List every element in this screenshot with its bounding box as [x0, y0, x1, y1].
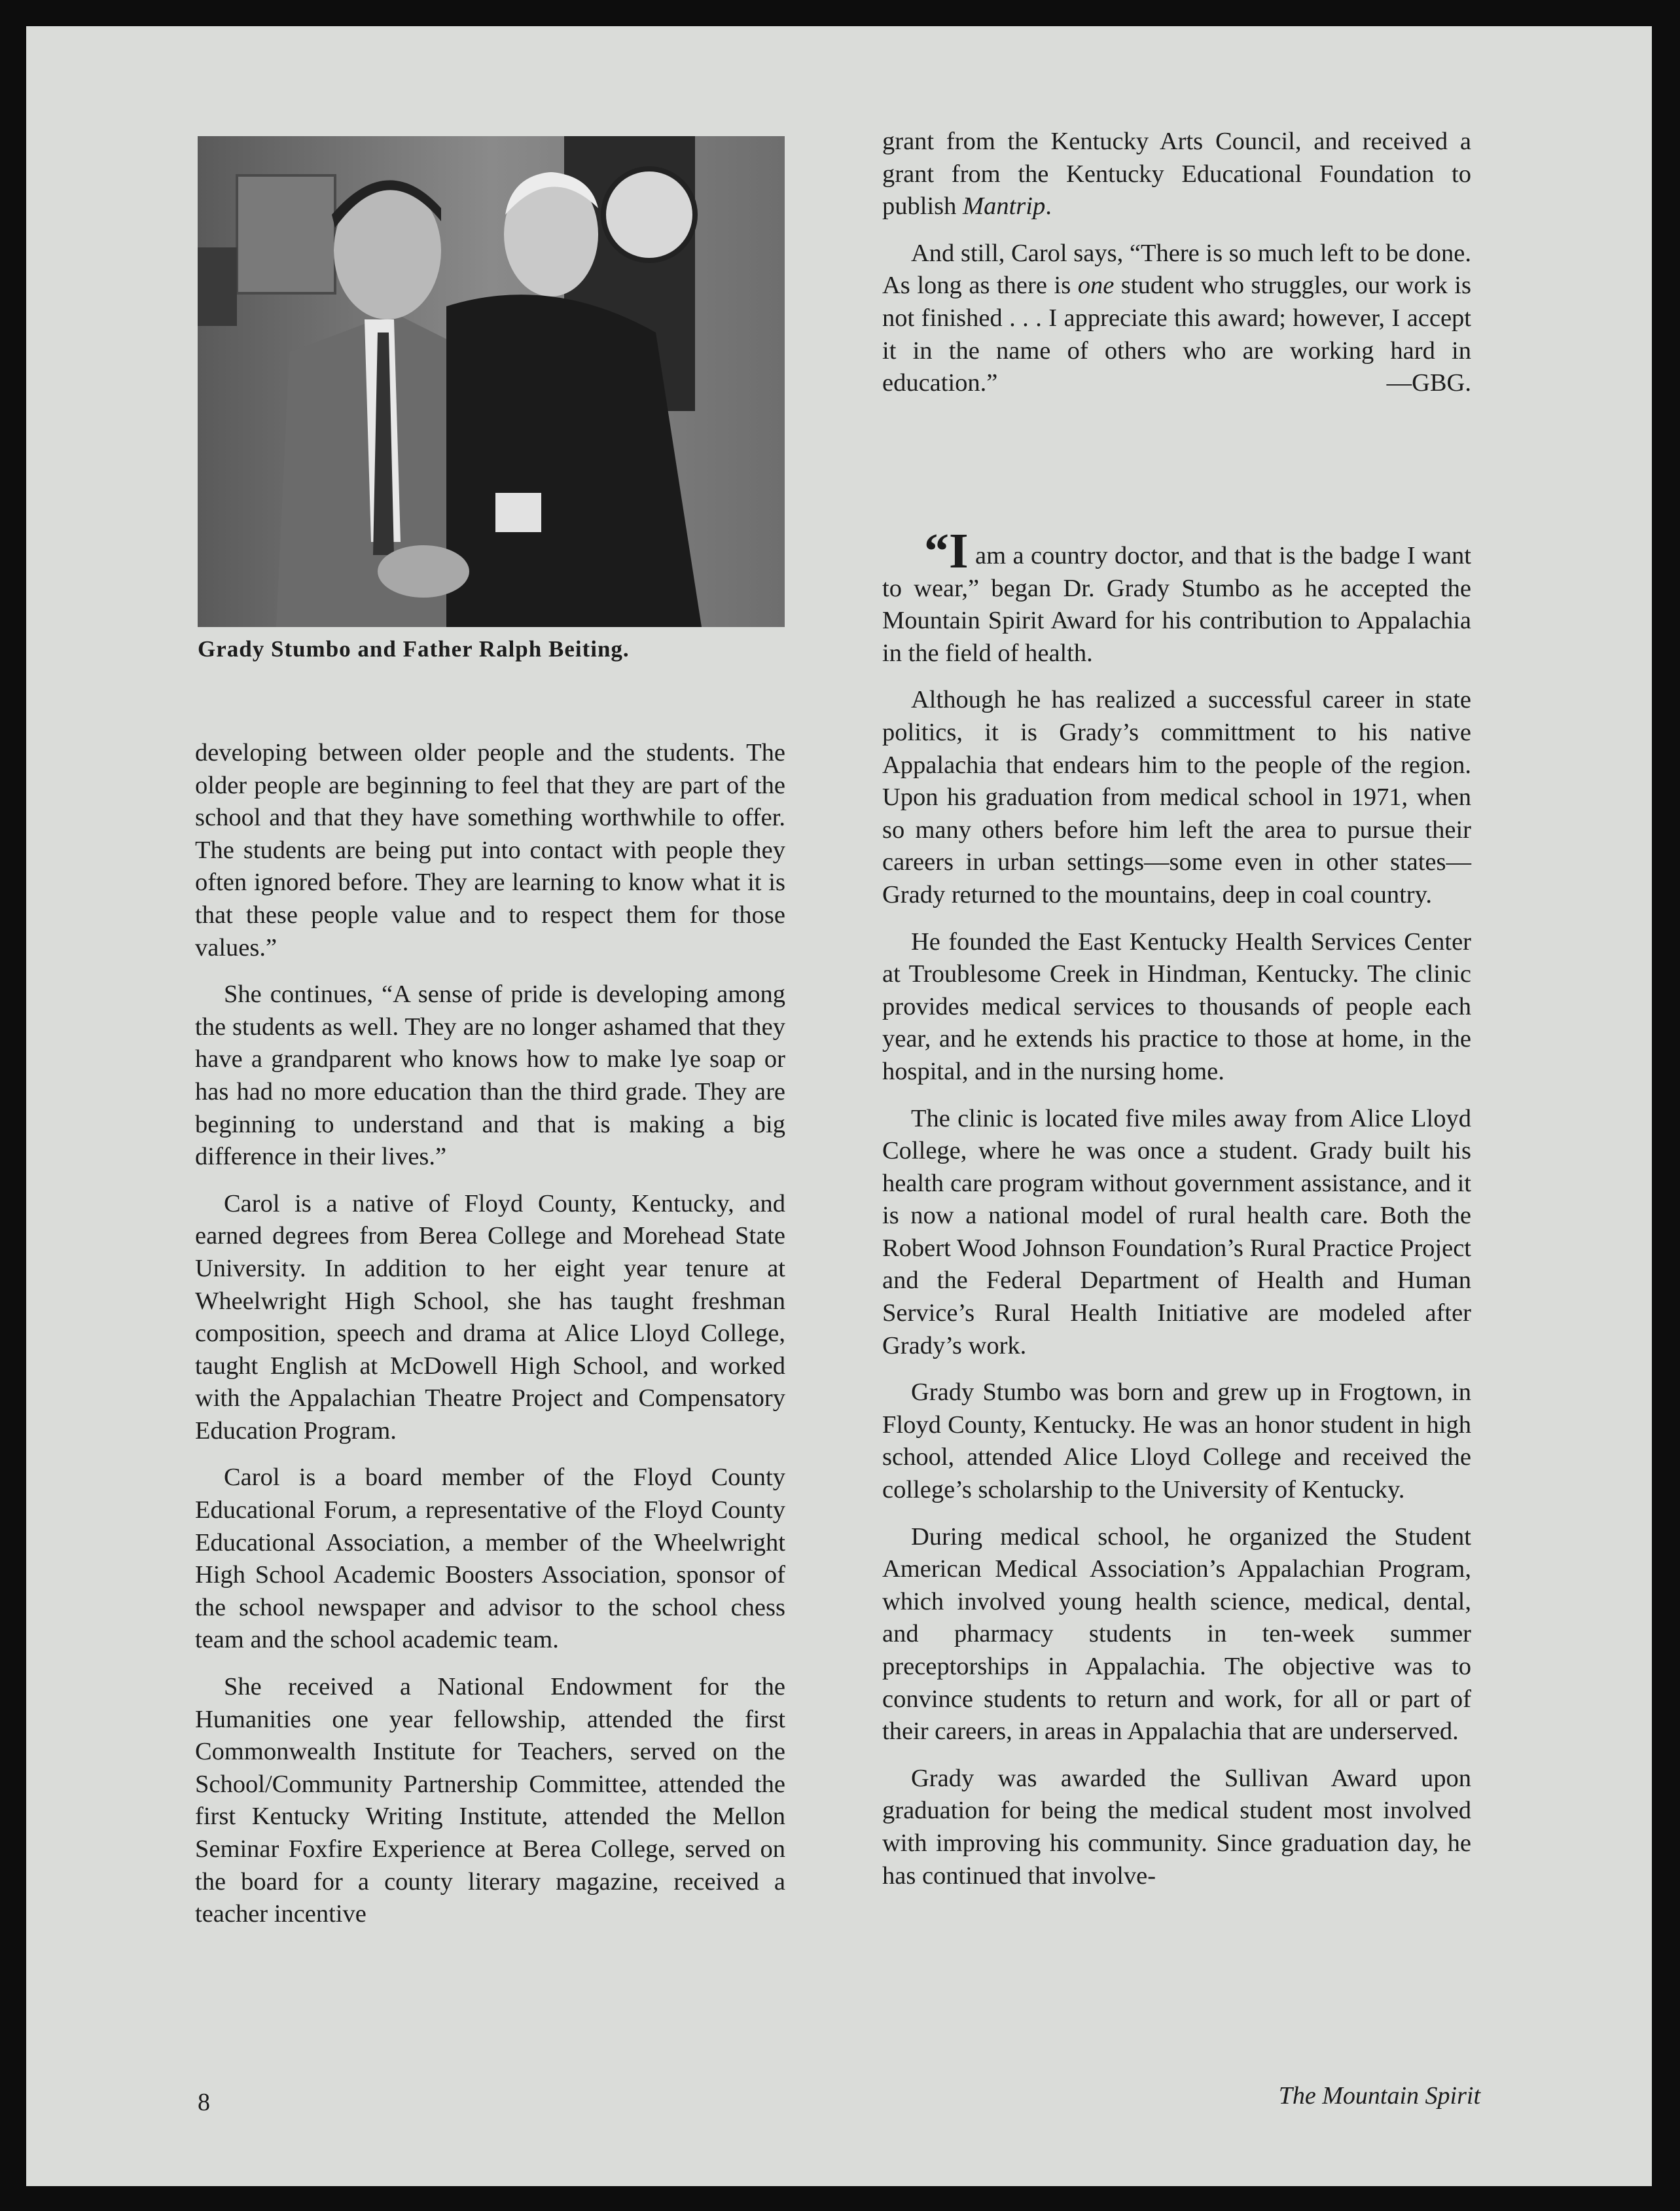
- article-continuation-column: [882, 126, 1471, 414]
- left-column: [195, 737, 785, 1945]
- text: am a country doctor, and that is the badge I want to wear,” began Dr. Grady Stumbo as he accepted the Mountain Spirit Award for his contribution to Appalachia in the field of health.: [882, 542, 1471, 667]
- text: .: [1045, 192, 1052, 221]
- text: grant from the Kentucky Arts Council, and received a grant from the Kentucky Educational Foundation to publish: [882, 128, 1471, 221]
- paragraph: During medical school, he organized the Student American Medical Association’s Appalachian Program, which involved young health science, medical, dental, and pharmacy students in ten-week summer preceptorships in Appalachia. The objective was to convince students to return and work, for all or part of their careers, in areas in Appalachia that are underserved.: [882, 1522, 1471, 1746]
- photo-icon: [198, 136, 785, 627]
- paragraph: [882, 126, 1471, 223]
- drop-cap: “I: [924, 524, 969, 579]
- photo-caption: Grady Stumbo and Father Ralph Beiting.: [198, 636, 630, 662]
- emphasis: one: [1077, 272, 1115, 300]
- publication-name: The Mountain Spirit: [1278, 2082, 1480, 2110]
- paragraph: She continues, “A sense of pride is developing among the students as well. They are no longer ashamed that they have a grandparent who knows how to make lye soap or has had no more education than the third grade. They are beginning to understand and that is making a big difference in their lives.”: [195, 980, 785, 1171]
- publication-title: Mantrip: [963, 192, 1046, 221]
- grady-stumbo-article: [882, 524, 1471, 1907]
- paragraph: [882, 524, 1471, 670]
- text: student who struggles, our work is not finished . . . I appreciate this award; however, I accept it in the name of others who are working hard in education.”: [882, 272, 1471, 397]
- author-initials: —GBG.: [1386, 369, 1471, 397]
- page-number: 8: [198, 2089, 210, 2116]
- paragraph: Although he has realized a successful career in state politics, it is Grady’s committment to his native Appalachia that endears him to the people of the region. Upon his graduation from medical school in 1971, when so many others before him left the area to pursue their careers in urban settings—some even in other states—Grady returned to the mountains, deep in coal country.: [882, 686, 1471, 908]
- paragraph: [882, 238, 1471, 400]
- paragraph: He founded the East Kentucky Health Services Center at Troublesome Creek in Hindman, Kentucky. The clinic provides medical services to thousands of people each year, and he extends his practice to those at home, in the hospital, and in the nursing home.: [882, 927, 1471, 1085]
- paragraph: Grady was awarded the Sullivan Award upon graduation for being the medical student most involved with improving his community. Since graduation day, he has continued that involve-: [882, 1764, 1471, 1890]
- text: And still, Carol says, “There is so much left to be done. As long as there is: [882, 239, 1471, 300]
- paragraph: Grady Stumbo was born and grew up in Frogtown, in Floyd County, Kentucky. He was an honor student in high school, attended Alice Lloyd College and received the college’s scholarship to the University of Kentucky.: [882, 1378, 1471, 1504]
- paragraph: Carol is a board member of the Floyd County Educational Forum, a representative of the Floyd County Educational Association, a member of the Wheelwright High School Academic Boosters Association, sponsor of the school newspaper and advisor to the school chess team and the school academic team.: [195, 1464, 785, 1654]
- paragraph: She received a National Endowment for the Humanities one year fellowship, attended the first Commonwealth Institute for Teachers, served on the School/Community Partnership Committee, attended the first Kentucky Writing Institute, attended the Mellon Seminar Foxfire Experience at Berea College, served on the board for a county literary magazine, received a teacher incentive: [195, 1673, 785, 1928]
- paragraph: Carol is a native of Floyd County, Kentucky, and earned degrees from Berea College and Morehead State University. In addition to her eight year tenure at Wheelwright High School, she has taught freshman composition, speech and drama at Alice Lloyd College, taught English at McDowell High School, and worked with the Appalachian Theatre Project and Compensatory Education Program.: [195, 1189, 785, 1445]
- paragraph: developing between older people and the students. The older people are beginning to feel that they are part of the school and that they have something worthwhile to offer. The students are being put into contact with people they often ignored before. They are learning to know what it is that these people value and to respect them for those values.”: [195, 739, 785, 962]
- photo-grady-stumbo-father-beiting: [198, 136, 785, 627]
- magazine-page: [26, 26, 1652, 2186]
- paragraph: The clinic is located five miles away from Alice Lloyd College, where he was once a student. Grady built his health care program without government assistance, and it is now a national model of rural health care. Both the Robert Wood Johnson Foundation’s Rural Practice Project and the Federal Department of Health and Human Service’s Rural Health Initiative are modeled after Grady’s work.: [882, 1104, 1471, 1359]
